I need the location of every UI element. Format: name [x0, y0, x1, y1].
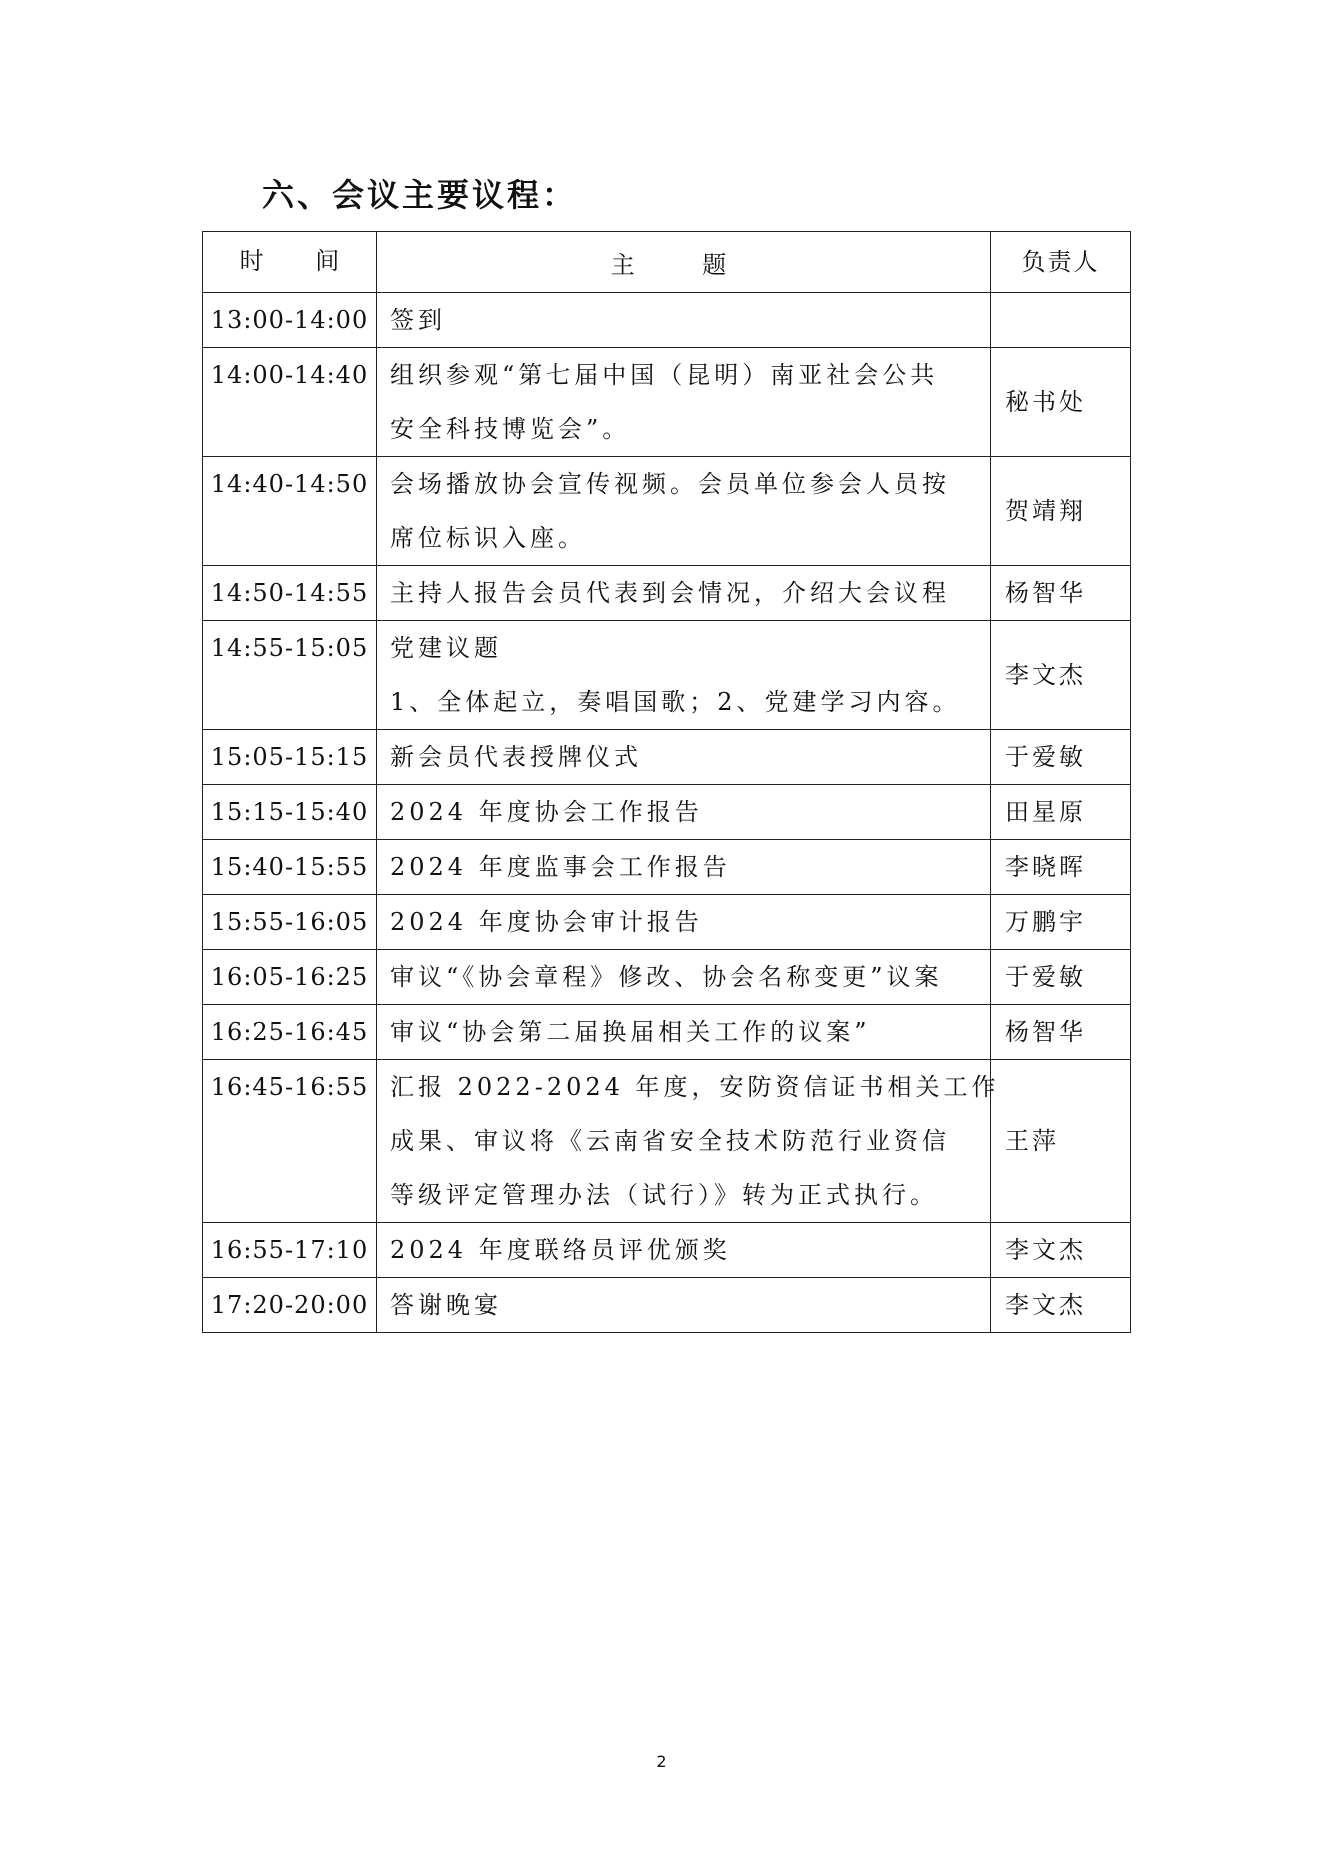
agenda-topic-line: 成果、审议将《云南省安全技术防范行业资信	[390, 1127, 950, 1155]
section-heading: 六、会议主要议程：	[262, 176, 578, 214]
agenda-owner: 田星原	[991, 785, 1131, 840]
agenda-time: 14:40-14:50	[203, 457, 377, 566]
agenda-time: 16:25-16:45	[203, 1005, 377, 1060]
agenda-row	[203, 348, 1131, 457]
agenda-topic-line: 汇报 2022-2024 年度，安防资信证书相关工作	[390, 1073, 1000, 1101]
agenda-row	[203, 293, 1131, 348]
agenda-header-row	[203, 232, 1131, 293]
agenda-row	[203, 1005, 1131, 1060]
agenda-row	[203, 1278, 1131, 1333]
agenda-topic-line: 签到	[390, 306, 446, 334]
agenda-topic	[377, 566, 991, 621]
agenda-row	[203, 566, 1131, 621]
agenda-owner: 李文杰	[991, 621, 1131, 730]
agenda-topic-line: 审议“《协会章程》修改、协会名称变更”议案	[390, 963, 943, 991]
agenda-body	[203, 293, 1131, 1333]
agenda-owner: 于爱敏	[991, 950, 1131, 1005]
agenda-table	[202, 231, 1131, 1333]
agenda-owner: 万鹏宇	[991, 895, 1131, 950]
agenda-owner: 贺靖翔	[991, 457, 1131, 566]
agenda-topic	[377, 785, 991, 840]
agenda-time: 14:50-14:55	[203, 566, 377, 621]
agenda-time: 15:55-16:05	[203, 895, 377, 950]
agenda-topic-line: 会场播放协会宣传视频。会员单位参会人员按	[390, 470, 950, 498]
agenda-time: 15:05-15:15	[203, 730, 377, 785]
agenda-topic-line: 新会员代表授牌仪式	[390, 743, 642, 771]
agenda-owner: 于爱敏	[991, 730, 1131, 785]
agenda-topic-line: 主持人报告会员代表到会情况，介绍大会议程	[390, 579, 950, 607]
header-topic: 主 题	[377, 232, 991, 293]
agenda-topic	[377, 840, 991, 895]
agenda-time: 14:55-15:05	[203, 621, 377, 730]
agenda-topic-line: 等级评定管理办法（试行）》转为正式执行。	[390, 1181, 938, 1209]
agenda-owner	[991, 293, 1131, 348]
agenda-owner: 杨智华	[991, 566, 1131, 621]
agenda-owner: 李文杰	[991, 1223, 1131, 1278]
agenda-owner: 杨智华	[991, 1005, 1131, 1060]
agenda-time: 17:20-20:00	[203, 1278, 377, 1333]
agenda-topic-line: 2024 年度监事会工作报告	[390, 853, 731, 881]
agenda-topic-line: 2024 年度协会审计报告	[390, 908, 703, 936]
agenda-row	[203, 1060, 1131, 1223]
agenda-owner: 李文杰	[991, 1278, 1131, 1333]
agenda-topic	[377, 621, 991, 730]
agenda-topic-line: 1、全体起立，奏唱国歌；2、党建学习内容。	[390, 688, 961, 716]
agenda-row	[203, 950, 1131, 1005]
agenda-topic-line: 组织参观“第七届中国（昆明）南亚社会公共	[390, 361, 939, 389]
agenda-owner: 李晓晖	[991, 840, 1131, 895]
agenda-topic-line: 答谢晚宴	[390, 1291, 502, 1319]
agenda-topic	[377, 950, 991, 1005]
agenda-topic	[377, 293, 991, 348]
agenda-row	[203, 785, 1131, 840]
agenda-row	[203, 895, 1131, 950]
agenda-topic	[377, 1005, 991, 1060]
agenda-topic	[377, 730, 991, 785]
header-owner: 负责人	[991, 232, 1131, 293]
agenda-time: 13:00-14:00	[203, 293, 377, 348]
header-time: 时 间	[203, 232, 377, 293]
agenda-topic	[377, 1060, 1000, 1223]
agenda-topic	[377, 1223, 991, 1278]
agenda-row	[203, 457, 1131, 566]
page-number: 2	[656, 1752, 667, 1771]
agenda-time: 16:45-16:55	[203, 1060, 377, 1223]
agenda-row	[203, 1223, 1131, 1278]
agenda-time: 16:05-16:25	[203, 950, 377, 1005]
agenda-topic	[377, 457, 991, 566]
agenda-topic-line: 2024 年度联络员评优颁奖	[390, 1236, 731, 1264]
agenda-topic-line: 党建议题	[390, 634, 502, 662]
agenda-topic-line: 席位标识入座。	[390, 524, 586, 552]
agenda-time: 15:40-15:55	[203, 840, 377, 895]
agenda-topic	[377, 895, 991, 950]
agenda-owner: 王萍	[991, 1060, 1131, 1223]
agenda-row	[203, 621, 1131, 730]
agenda-time: 15:15-15:40	[203, 785, 377, 840]
agenda-owner: 秘书处	[991, 348, 1131, 457]
agenda-time: 16:55-17:10	[203, 1223, 377, 1278]
agenda-topic-line: 安全科技博览会”。	[390, 415, 631, 443]
agenda-topic-line: 审议“协会第二届换届相关工作的议案”	[390, 1018, 871, 1046]
agenda-topic	[377, 1278, 991, 1333]
agenda-time: 14:00-14:40	[203, 348, 377, 457]
agenda-topic-line: 2024 年度协会工作报告	[390, 798, 703, 826]
agenda-topic	[377, 348, 991, 457]
agenda-row	[203, 730, 1131, 785]
agenda-row	[203, 840, 1131, 895]
